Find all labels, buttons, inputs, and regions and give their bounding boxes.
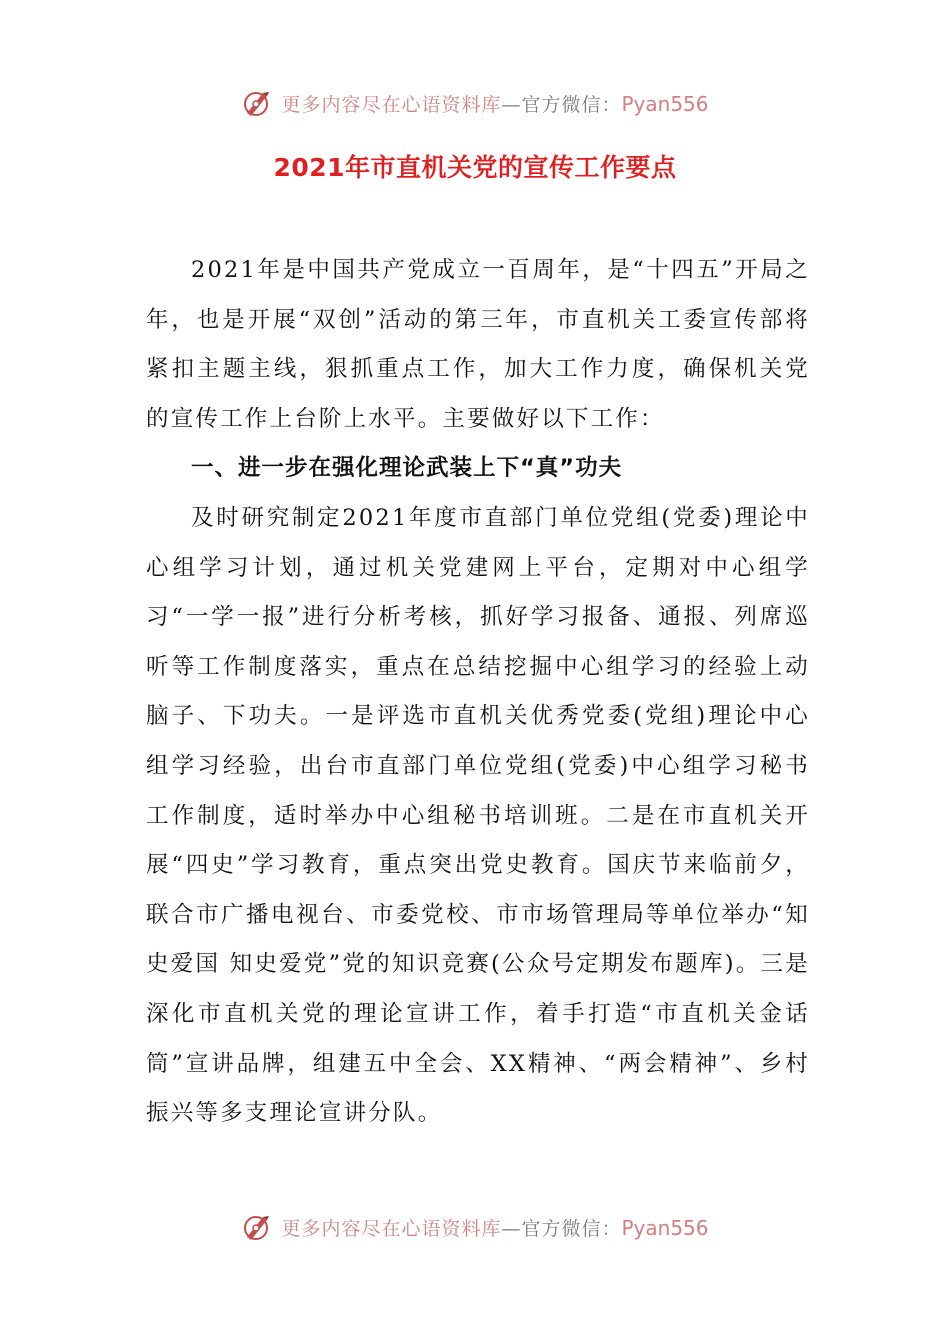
pen-circle-logo-icon xyxy=(241,87,273,119)
pen-circle-logo-icon xyxy=(241,1211,273,1243)
document-body xyxy=(146,246,810,1139)
section-paragraph: 及时研究制定2021年度市直部门单位党组(党委)理论中心组学习计划，通过机关党建网上平台，定期对中心组学习“一学一报”进行分析考核，抓好学习报备、通报、列席巡听等工作制度落实，重点在总结挖掘中心组学习的经验上动脑子、下功夫。一是评选市直机关优秀党委(党组)理论中心组学习经验，出台市直部门单位党组(党委)中心组学习秘书工作制度，适时举办中心组秘书培训班。二是在市直机关开展“四史”学习教育，重点突出党史教育。国庆节来临前夕，联合市广播电视台、市委党校、市市场管理局等单位举办“知史爱国 知史爱党”党的知识竞赛(公众号定期发布题库)。三是深化市直机关党的理论宣讲工作，着手打造“市直机关金话筒”宣讲品牌，组建五中全会、XX精神、“两会精神”、乡村振兴等多支理论宣讲分队。 xyxy=(146,504,810,1127)
section-heading: 一、进一步在强化理论武装上下“真”功夫 xyxy=(191,455,623,482)
watermark-dash: — xyxy=(501,93,522,116)
watermark-label: 官方微信： xyxy=(521,1217,622,1240)
watermark-slogan: 更多内容尽在心语资料库 xyxy=(281,1217,502,1240)
watermark-dash: — xyxy=(501,1217,522,1240)
watermark-slogan: 更多内容尽在心语资料库 xyxy=(281,93,502,116)
watermark-label: 官方微信： xyxy=(521,93,622,116)
watermark-text xyxy=(281,90,708,117)
watermark-footer xyxy=(0,1210,950,1244)
intro-paragraph: 2021年是中国共产党成立一百周年，是“十四五”开局之年，也是开展“双创”活动的第三年，市直机关工委宣传部将紧扣主题主线，狠抓重点工作，加大工作力度，确保机关党的宣传工作上台阶上水平。主要做好以下工作： xyxy=(146,257,810,432)
watermark-id: Pyan556 xyxy=(621,1215,709,1240)
document-title: 2021年市直机关党的宣传工作要点 xyxy=(273,153,677,182)
watermark-id: Pyan556 xyxy=(621,91,709,116)
watermark-text xyxy=(281,1214,708,1241)
watermark-header xyxy=(0,86,950,120)
